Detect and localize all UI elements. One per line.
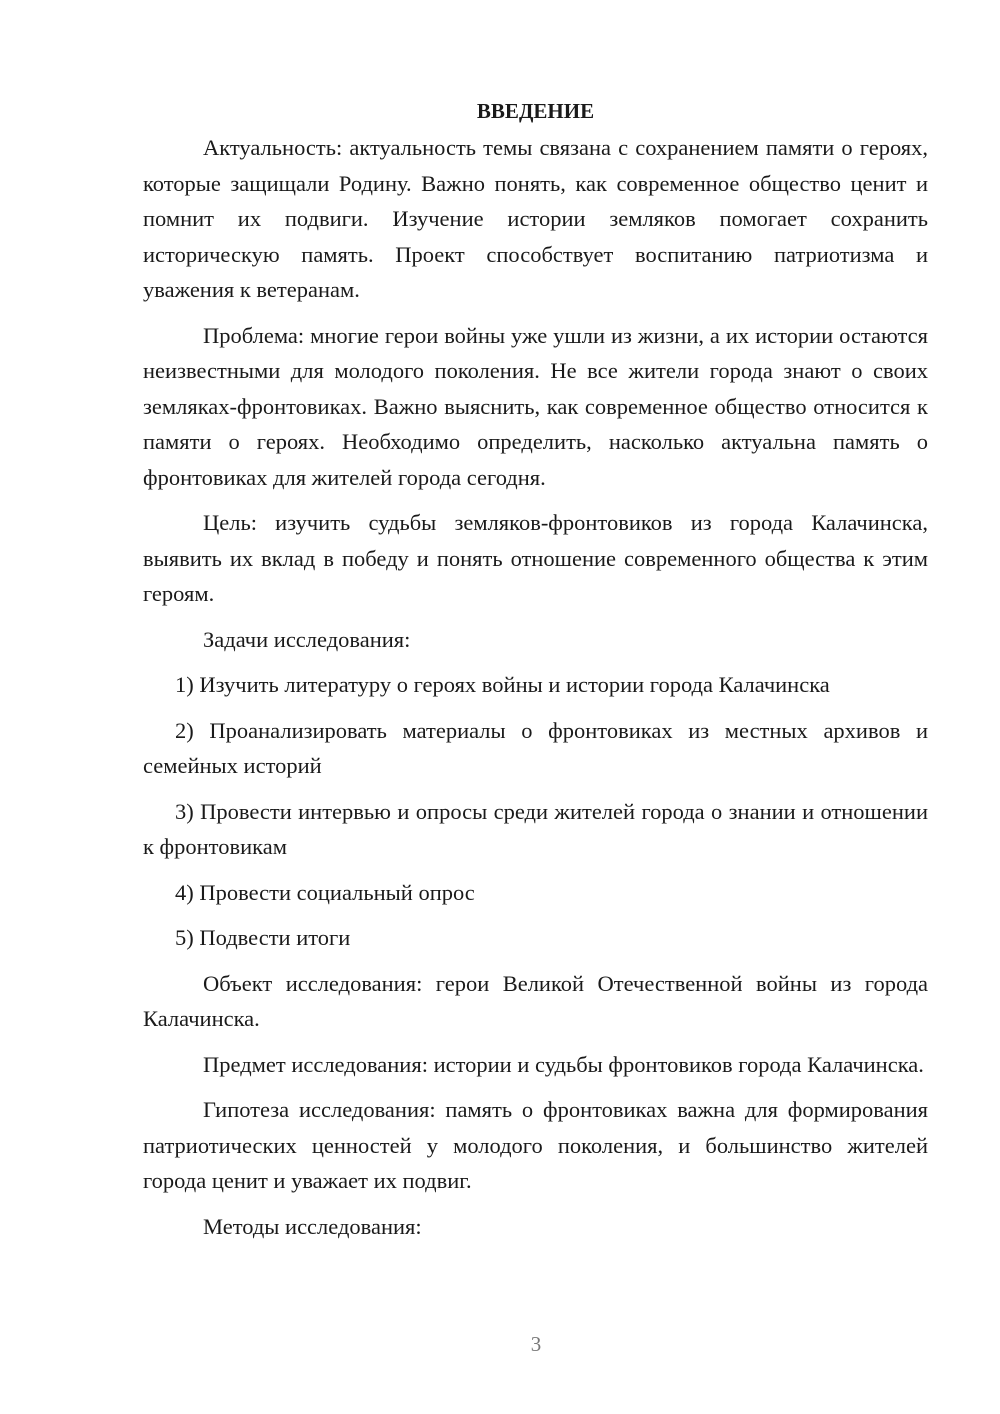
section-title: ВВЕДЕНИЕ xyxy=(476,99,595,123)
object-paragraph: Объект исследования: герои Великой Отечественной войны из города Калачинска. xyxy=(143,970,928,1031)
task-item-2: 2) Проанализировать материалы о фронтовиках из местных архивов и семейных историй xyxy=(143,717,928,778)
task-item-4: 4) Провести социальный опрос xyxy=(175,879,475,905)
task-item-3: 3) Провести интервью и опросы среди жителей города о знании и отношении к фронтовикам xyxy=(143,798,928,859)
page-content xyxy=(143,92,928,1244)
task-item-1: 1) Изучить литературу о героях войны и истории города Калачинска xyxy=(175,672,830,697)
hypothesis-paragraph: Гипотеза исследования: память о фронтовиках важна для формирования патриотических ценностей у молодого поколения, и большинство жителей города ценит и уважает их подвиг. xyxy=(143,1097,928,1193)
task-item-5: 5) Подвести итоги xyxy=(175,925,351,950)
goal-paragraph: Цель: изучить судьбы земляков-фронтовиков из города Калачинска, выявить их вклад в победу и понять отношение современного общества к этим героям. xyxy=(143,510,928,606)
tasks-heading: Задачи исследования: xyxy=(203,626,411,652)
page-number: 3 xyxy=(530,1332,542,1356)
relevance-paragraph: Актуальность: актуальность темы связана с сохранением памяти о героях, которые защищали Родину. Важно понять, как современное общество ценит и помнит их подвиги. Изучение истории земляков помогает сохранить историческую память. Проект способствует воспитанию патриотизма и уважения к ветеранам. xyxy=(143,135,928,302)
subject-paragraph: Предмет исследования: истории и судьбы фронтовиков города Калачинска. xyxy=(203,1051,924,1077)
problem-paragraph: Проблема: многие герои войны уже ушли из жизни, а их истории остаются неизвестными для молодого поколения. Не все жители города знают о своих земляках-фронтовиках. Важно выяснить, как современное общество относится к памяти о героях. Необходимо определить, насколько актуальна память о фронтовиках для жителей города сегодня. xyxy=(143,322,928,490)
methods-heading: Методы исследования: xyxy=(203,1213,422,1239)
